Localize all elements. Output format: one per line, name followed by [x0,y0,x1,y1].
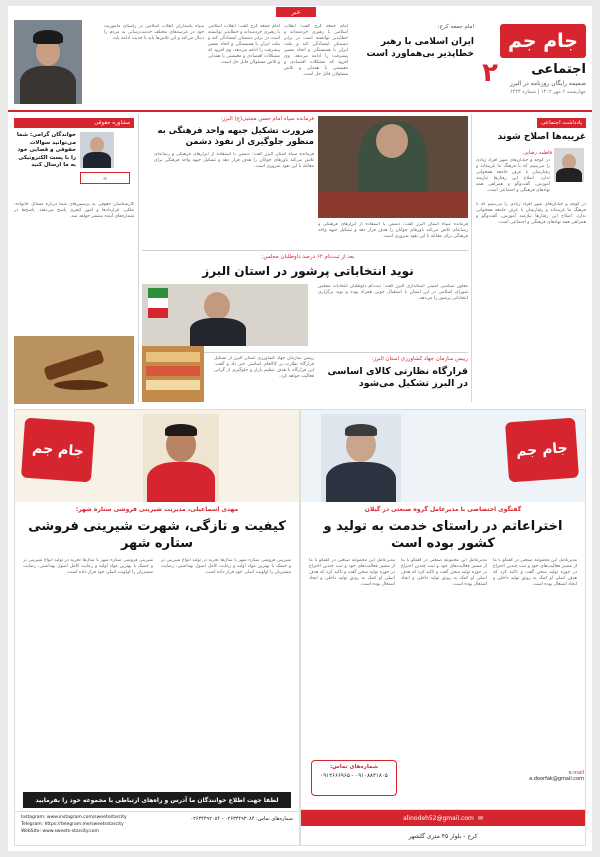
ad-sweets-phones: شماره‌های تماس: ۰۲۶۳۴۴۹۳۰۸۴ - ۰۲۶۳۴۴۹۲۰۸۴ [190,816,293,822]
ad-interview-text-3: مدیرعامل این مجموعه صنعتی در گفتگو با ما از مسیر فعالیت‌های خود و ثبت چندین اختراع در حوزه تولید سخن گفت و تاکید کرد که هدف اصلی او کمک به رونق تولید داخلی و ایجاد اشتغال بوده است. [309,558,395,587]
ad-sweets-text-1: شیرینی فروشی ستاره شهر با سال‌ها تجربه در تولید انواع شیرینی تر و خشک با بهترین مواد اولیه و رعایت کامل اصول بهداشتی، رضایت مشتریان را اولویت اصلی خود قرار داده است. [161,558,291,575]
website-link[interactable]: WebSite: www.sweets-starcity.com [21,829,99,834]
ad-sweets-cta: لطفا جهت اطلاع خوانندگان ما آدرس و راه‌های ارتباطی با مجموعه خود را بفرمایید [23,792,291,808]
gavel-photo [14,336,134,404]
section-title: اجتماعی [531,62,586,77]
divider [138,114,139,402]
opinion-label: یادداشت اجتماعی [537,118,586,128]
newspaper-logo: جام جم [500,24,586,58]
divider [471,114,472,402]
market-headline: قرارگاه نظارتی کالای اساسی در البرز تشکیل می‌شود [327,366,468,389]
issue-date: چهارشنبه ۶ مهر ۱۴۰۲ | شماره ۶۴۴۴ [509,89,586,95]
ad-sweets-kicker: مهدی اسماعیلی، مدیریت شیرینی فروشی ستاره شهر: [75,506,239,513]
election-headline: نوید انتخاباتی پرشور در استان البرز [202,264,414,278]
opinion-text: در کوچه و خیابان‌های شهر افراد زیادی را می‌بینیم که با فرهنگ ما غریبه‌اند و رفتارشان با عرف جامعه همخوانی ندارد. اصلاح این رفتارها نیازمند آموزش، گفت‌وگو و همراهی همه نهادهای فرهنگی و اجتماعی است. [476,202,586,225]
market-kicker: رییس سازمان جهاد کشاورزی استان البرز: [371,356,468,362]
election-text: معاون سیاسی امنیتی استانداری البرز گفت: ثبت‌نام داوطلبان انتخابات مجلس شورای اسلامی در این استان با استقبال خوبی همراه بوده و نوید برگزاری انتخاباتی پرشور را می‌دهد. [318,284,468,301]
instagram-link[interactable]: Instagram: www.instagram.com/sweetsstarcity [21,815,127,820]
opinion-headline: غریبه‌ها اصلاح شوند [497,132,586,142]
ad-footer [301,809,585,845]
header-rule [8,110,592,112]
culture-headline: ضرورت تشکیل جبهه واحد فرهنگی به منظور جلوگیری از نفوذ دشمن [157,126,314,147]
commander-photo [318,116,468,218]
left-top-text: سپاه پاسداران انقلاب اسلامی در راستای ماموریت خود در عرصه‌های مختلف خدمت‌رسانی به مردم را دنبال می‌کند و این تلاش‌ها باید با جدیت ادامه یابد. [104,24,204,41]
cleric-photo [14,20,82,104]
newspaper-page [8,6,592,851]
ad-interview-text-2: مدیرعامل این مجموعه صنعتی در گفتگو با ما از مسیر فعالیت‌های خود و ثبت چندین اختراع در حوزه تولید سخن گفت و تاکید کرد که هدف اصلی او کمک به رونق تولید داخلی و ایجاد اشتغال بوده است. [401,558,487,587]
divider [142,250,468,251]
page-number: ۲ [482,58,498,88]
legal-email-badge [80,172,130,184]
ad-banner [15,410,299,502]
lead-headline: ایران اسلامی با رهبر خطاپذیر بی‌هماورد است [366,37,474,59]
ad-interview-headline: اختراعاتم در راستای خدمت به تولید و کشور بوده است [323,519,563,551]
ad-logo: جام جم [21,418,95,483]
contact-phones: ۰۹۱۲۶۶۶۹۶۵ - ۰۹۱۰۸۸۴۱۸۰۵ [320,773,388,779]
culture-caption: فرمانده سپاه استان البرز گفت: دشمن با استفاده از ابزارهای فرهنگی و رسانه‌ای تلاش می‌کند باورهای جوانان را هدف قرار دهد و تشکیل جبهه واحد فرهنگی برای مقابله با این نفوذ ضروری است. [318,222,468,239]
footer-email-value[interactable]: a.doorfak@gmail.com [529,776,584,782]
ad-footer [15,811,299,845]
lead-text-col2: امام جمعه کرج گفت: انقلاب اسلامی با رهبری خردمندانه و خطاپذیر توانسته است در برابر دشمنان ایستادگی کند و ملت ایران با همبستگی و اتحاد مسیر پیشرفت را ادامه می‌دهد. وی افزود که مشکلات اقتصادی و معیشتی با همدلی و تلاش مسئولان قابل حل است. [208,24,280,65]
lead-kicker: امام جمعه کرج: [437,24,474,30]
market-text: رییس سازمان جهاد کشاورزی استان البرز از تشکیل قرارگاه نظارت بر کالاهای اساسی خبر داد و گفت: این قرارگاه با هدف تنظیم بازار و جلوگیری از گرانی فعالیت خواهد کرد. [214,356,314,379]
top-tag: خبر [276,7,316,17]
lead-text: امام جمعه کرج گفت: انقلاب اسلامی با رهبری خردمندانه و خطاپذیر توانسته است در برابر دشمنان ایستادگی کند و ملت ایران با همبستگی و اتحاد مسیر پیشرفت را ادامه می‌دهد. وی افزود که مشکلات اقتصادی و معیشتی با همدلی و تلاش مسئولان قابل حل است. [284,24,348,77]
footer-email-label: e.mail [568,770,584,776]
email-icon: ✉ [477,814,483,822]
telegram-link[interactable]: Telegram: https://telegram.me/sweetsstarcity [21,822,124,827]
ad-sweets-headline: کیفیت و تازگی، شهرت شیرینی فروشی ستاره شهر [28,519,286,551]
culture-kicker: فرمانده سپاه امام حسن مجتبی(ع) البرز: [220,116,314,122]
culture-text: فرمانده سپاه استان البرز گفت: دشمن با استفاده از ابزارهای فرهنگی و رسانه‌ای تلاش می‌کند باورهای جوانان را هدف قرار دهد و تشکیل جبهه واحد فرهنگی برای مقابله با این نفوذ ضروری است. [154,152,314,169]
contact-label: شماره‌های تماس: [329,764,378,770]
contact-email[interactable]: alinodeh52@gmail.com [403,814,474,822]
official-photo [142,284,308,346]
opinion-intro: در کوچه و خیابان‌های شهر افراد زیادی را می‌بینیم که با فرهنگ ما غریبه‌اند و رفتارشان با عرف جامعه همخوانی ندارد. اصلاح این رفتارها نیازمند آموزش، گفت‌وگو و همراهی همه نهادهای فرهنگی و اجتماعی است. [476,158,550,193]
lawyer-photo [80,132,114,168]
ad-interviewee-photo [321,414,401,502]
author-photo [554,148,584,182]
address-line: کرج - بلوار ۴۵ متری گلشهر [408,832,478,840]
opinion-author: فاطمه رضایی [523,150,552,156]
ad-sweets-socials [21,814,161,835]
email-icon: ✉ [103,175,107,181]
legal-headline: خواندگان گرامی: شما می‌توانید سوالات حقوقی و قضایی خود را با پست الکترونیکی به ما ارسال کنید [16,132,76,168]
election-kicker: بعد از ثبت‌نام ۶۲ درصد داوطلبان مجلس: [261,254,355,260]
ad-logo: جام جم [505,418,579,483]
footer-email-block [498,770,584,782]
legal-text: کارشناسان حقوقی به پرسش‌های شما درباره مسائل خانواده، ملکی، قراردادها و امور کیفری پاسخ می‌دهند. پاسخ‌ها در شماره‌های آینده منتشر خواهد شد. [14,202,134,219]
email-bar [301,810,585,826]
ad-sweets [14,409,300,846]
section-subtitle: ضمیمه رایگان روزنامه در البرز [509,80,586,87]
ad-contact-box [311,760,397,796]
ad-sweets-text-2: شیرینی فروشی ستاره شهر با سال‌ها تجربه در تولید انواع شیرینی تر و خشک با بهترین مواد اولیه و رعایت کامل اصول بهداشتی، رضایت مشتریان را اولویت اصلی خود قرار داده است. [23,558,153,575]
ad-manager-photo [143,414,219,502]
legal-label: مشاوره حقوقی [14,118,134,128]
ad-interview-kicker: گفتگوی اختصاصی با مدیرعامل گروه صنعتی در گیلان [364,506,522,513]
market-photo [142,346,204,402]
ad-banner [301,410,585,502]
ad-interview-text-1: مدیرعامل این مجموعه صنعتی در گفتگو با ما از مسیر فعالیت‌های خود و ثبت چندین اختراع در حوزه تولید سخن گفت و تاکید کرد که هدف اصلی او کمک به رونق تولید داخلی و ایجاد اشتغال بوده است. [493,558,577,587]
